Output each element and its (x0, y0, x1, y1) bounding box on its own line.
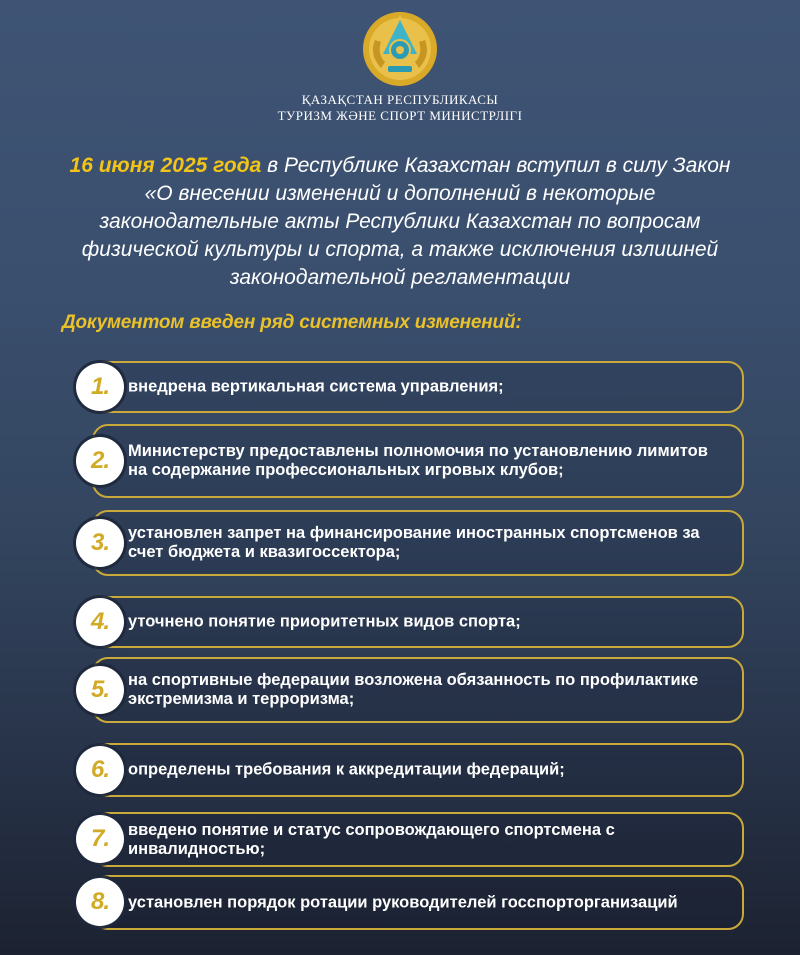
section-subtitle: Документом введен ряд системных изменений: (62, 312, 522, 333)
intro-paragraph (60, 152, 740, 292)
item-text: на спортивные федерации возложена обязанность по профилактике экстремизма и терроризма; (128, 671, 699, 708)
list-item (50, 875, 750, 930)
item-number: 1. (90, 373, 109, 400)
item-number-badge (76, 746, 124, 794)
item-number-badge (76, 363, 124, 411)
ministry-name (0, 92, 800, 124)
item-text: уточнено понятие приоритетных видов спорта; (128, 612, 521, 631)
item-text: внедрена вертикальная система управления; (128, 377, 504, 396)
item-number-badge (76, 519, 124, 567)
list-item (50, 743, 750, 797)
intro-date-highlight: 16 июня 2025 года (69, 154, 262, 177)
list-item (50, 424, 750, 498)
item-text: определены требования к аккредитации федераций; (128, 760, 565, 779)
item-number: 3. (90, 529, 109, 556)
item-number-badge (76, 666, 124, 714)
item-number-badge (76, 815, 124, 863)
item-number: 7. (90, 825, 109, 852)
item-number: 2. (90, 447, 109, 474)
item-text: введено понятие и статус сопровождающего спортсмена с инвалидностью; (128, 820, 615, 858)
ministry-line-2: ТУРИЗМ ЖӘНЕ СПОРТ МИНИСТРЛІГІ (277, 108, 523, 123)
item-text: Министерству предоставлены полномочия по установлению лимитов на содержание профессиональных игровых клубов; (128, 442, 708, 479)
list-item (50, 361, 750, 413)
ministry-line-1: ҚАЗАҚСТАН РЕСПУБЛИКАСЫ (301, 92, 499, 107)
item-number: 5. (90, 676, 109, 703)
item-number-badge (76, 878, 124, 926)
list-item (50, 812, 750, 867)
list-item (50, 510, 750, 576)
item-number-badge (76, 437, 124, 485)
kazakhstan-emblem-icon (361, 10, 439, 88)
intro-text: в Республике Казахстан вступил в силу Закон «О внесении изменений и дополнений в некоторые законодательные акты Республики Казахстан по вопросам физической культуры и спорта, а также исключения излишней законодательной регламентации (81, 154, 731, 289)
item-number-badge (76, 598, 124, 646)
list-item (50, 596, 750, 648)
list-item (50, 657, 750, 723)
item-number: 4. (90, 608, 109, 635)
item-text: установлен порядок ротации руководителей госспорторганизаций (128, 893, 678, 911)
item-number: 6. (90, 756, 109, 783)
item-number: 8. (90, 888, 109, 915)
item-text: установлен запрет на финансирование иностранных спортсменов за счет бюджета и квазигоссектора; (128, 524, 700, 561)
